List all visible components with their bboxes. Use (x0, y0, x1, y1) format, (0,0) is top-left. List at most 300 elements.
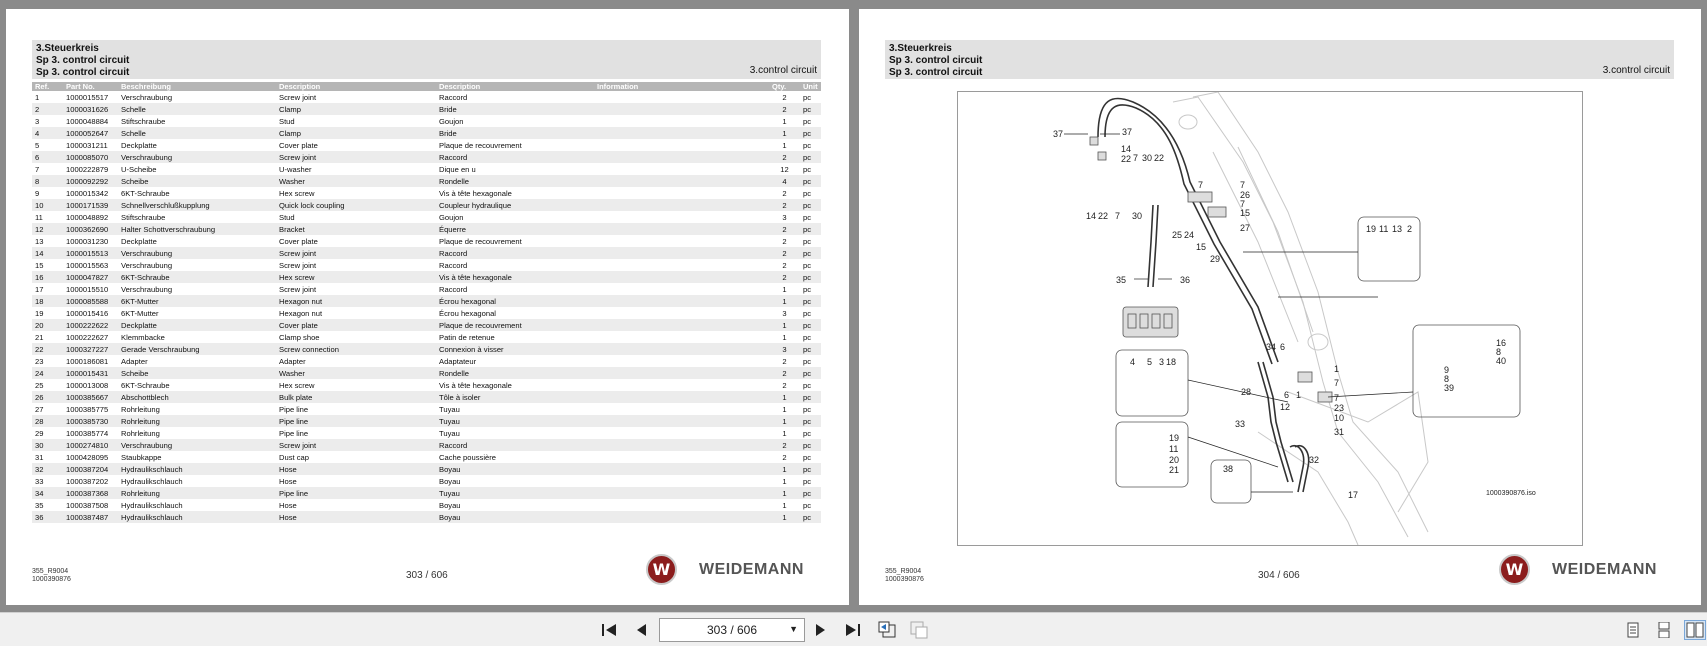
callout-19: 19 (1169, 433, 1180, 443)
table-cell: 13 (35, 236, 44, 246)
first-page-button[interactable] (598, 620, 620, 640)
table-cell: 1 (769, 391, 800, 403)
table-cell: 1 (782, 428, 787, 438)
table-cell: 12 (32, 223, 63, 235)
table-cell (594, 499, 769, 511)
table-cell: 1000015431 (63, 367, 118, 379)
table-cell: Boyau (439, 500, 461, 510)
table-cell: pc (803, 308, 812, 318)
column-header: Beschreibung (118, 82, 276, 91)
callout-30: 30 (1132, 211, 1143, 221)
column-header: Unit (800, 82, 821, 91)
table-row (32, 367, 821, 379)
two-page-view-button[interactable] (1684, 620, 1706, 640)
table-row (32, 91, 821, 103)
table-row (32, 319, 821, 331)
table-cell: 2 (769, 271, 800, 283)
callout-7: 7 (1115, 211, 1121, 221)
table-cell: Connexion à visser (436, 343, 594, 355)
column-header: Part No. (63, 82, 118, 91)
table-cell: Washer (276, 175, 436, 187)
callout-1: 1 (1334, 364, 1340, 374)
table-cell (594, 259, 769, 271)
table-cell: 1000385730 (63, 415, 118, 427)
weidemann-logo (1499, 554, 1657, 585)
table-cell: 22 (32, 343, 63, 355)
table-cell: Coupleur hydraulique (436, 199, 594, 211)
table-row (32, 175, 821, 187)
callout-11: 11 (1379, 224, 1389, 234)
table-cell: Stiftschraube (121, 116, 166, 126)
table-cell: pc (800, 343, 821, 355)
callout-18: 18 (1166, 357, 1177, 367)
table-cell: 5 (35, 140, 40, 150)
table-cell: Clamp shoe (279, 332, 320, 342)
table-cell: 1000047827 (63, 271, 118, 283)
table-cell: Quick lock coupling (276, 199, 436, 211)
callout-2: 2 (1407, 224, 1413, 234)
table-cell: Stiftschraube (121, 212, 166, 222)
table-cell: Raccord (439, 284, 468, 294)
table-cell (594, 91, 769, 103)
table-cell: 2 (769, 439, 800, 451)
table-cell: 1 (769, 463, 800, 475)
callout-21: 21 (1169, 465, 1180, 475)
table-cell: Rohrleitung (118, 415, 276, 427)
table-cell (594, 187, 769, 199)
table-cell: 1000274810 (63, 439, 118, 451)
table-cell: Pipe line (276, 487, 436, 499)
table-cell: Vis à tête hexagonale (436, 271, 594, 283)
table-cell: pc (800, 199, 821, 211)
table-cell: Rohrleitung (118, 487, 276, 499)
table-cell (594, 451, 769, 463)
single-page-icon (1626, 622, 1640, 638)
next-page-button[interactable] (810, 620, 832, 640)
table-cell (594, 511, 769, 523)
table-cell: 19 (35, 308, 44, 318)
table-cell (594, 175, 769, 187)
table-cell: Clamp (276, 103, 436, 115)
table-row (32, 487, 821, 499)
table-cell (594, 283, 769, 295)
table-cell: 1000387202 (66, 476, 109, 486)
callout-37: 37 (1122, 127, 1133, 137)
table-cell: 1000327227 (63, 343, 118, 355)
table-cell: 2 (769, 367, 800, 379)
callout-1: 1 (1296, 390, 1302, 400)
table-cell: Raccord (439, 260, 468, 270)
table-row (32, 415, 821, 427)
single-page-view-button[interactable] (1622, 620, 1644, 640)
table-row (32, 139, 821, 151)
previous-page-button[interactable] (630, 620, 652, 640)
table-cell (594, 427, 769, 439)
table-cell: Adapter (279, 356, 306, 366)
parts-table (32, 82, 821, 523)
table-cell: 1000387204 (63, 463, 118, 475)
table-row (32, 211, 821, 223)
table-cell: 3 (782, 308, 787, 318)
table-cell: Washer (276, 367, 436, 379)
table-cell: pc (800, 295, 821, 307)
table-cell: 4 (769, 175, 800, 187)
table-cell: 1000015416 (66, 308, 109, 318)
table-cell: Raccord (436, 151, 594, 163)
table-cell: 24 (32, 367, 63, 379)
table-cell: pc (800, 127, 821, 139)
header-title: 3.Steuerkreis (36, 43, 99, 54)
table-cell: U-washer (279, 164, 312, 174)
table-cell: pc (800, 247, 821, 259)
table-cell: Tuyau (436, 487, 594, 499)
table-cell: 1000385775 (66, 404, 109, 414)
table-row (32, 499, 821, 511)
callout-8: 8 (1496, 347, 1502, 357)
table-cell: 1000385774 (66, 428, 109, 438)
table-cell: Patin de retenue (439, 332, 495, 342)
logo-text: WEIDEMANN (699, 560, 804, 578)
table-row (32, 115, 821, 127)
callout-32: 32 (1309, 455, 1320, 465)
table-cell: 10 (32, 199, 63, 211)
table-cell: 8 (32, 175, 63, 187)
table-cell: Écrou hexagonal (436, 295, 594, 307)
callout-22: 22 (1121, 154, 1132, 164)
callout-14: 14 (1086, 211, 1097, 221)
table-cell: pc (800, 367, 821, 379)
go-forward-view-button[interactable] (908, 620, 930, 640)
table-cell: pc (803, 188, 812, 198)
table-cell: pc (800, 487, 821, 499)
table-cell: Vis à tête hexagonale (439, 380, 512, 390)
table-cell: 2 (782, 92, 787, 102)
table-cell: 1000013008 (66, 380, 109, 390)
table-cell: Verschraubung (121, 260, 173, 270)
table-cell: Boyau (436, 463, 594, 475)
table-cell: Hexagon nut (279, 308, 323, 318)
table-cell: pc (800, 151, 821, 163)
table-cell: 1000222879 (66, 164, 109, 174)
table-cell: Deckplatte (121, 140, 157, 150)
table-row (32, 127, 821, 139)
table-cell: 1 (769, 127, 800, 139)
header-subtitle-2: Sp 3. control circuit (889, 67, 983, 78)
callout-7: 7 (1240, 180, 1246, 190)
table-cell: 1 (769, 511, 800, 523)
callout-15: 15 (1196, 242, 1207, 252)
table-cell: 21 (35, 332, 44, 342)
table-cell: pc (800, 319, 821, 331)
callout-7: 7 (1334, 393, 1340, 403)
callout-7: 7 (1334, 378, 1340, 388)
table-cell: Screw joint (276, 247, 436, 259)
chevron-down-icon[interactable]: ▼ (789, 624, 798, 634)
table-cell: pc (800, 511, 821, 523)
table-cell: 1 (782, 476, 787, 486)
table-cell: Rondelle (436, 367, 594, 379)
table-cell: 1 (782, 140, 787, 150)
table-cell: Hose (279, 476, 297, 486)
table-cell: Dust cap (279, 452, 309, 462)
table-cell: 2 (782, 260, 787, 270)
table-cell: Verschraubung (121, 284, 173, 294)
header-title: 3.Steuerkreis (889, 43, 952, 54)
table-cell: 2 (769, 223, 800, 235)
logo-text: WEIDEMANN (1552, 560, 1657, 578)
callout-26: 26 (1240, 190, 1251, 200)
column-header: Ref. (32, 82, 63, 91)
table-row (32, 403, 821, 415)
table-cell (594, 307, 769, 319)
callout-33: 33 (1235, 419, 1246, 429)
table-cell: Clamp (276, 127, 436, 139)
table-cell: 1000015342 (66, 188, 109, 198)
table-cell: Hose (276, 511, 436, 523)
table-cell: Hex screw (276, 271, 436, 283)
table-cell: Screw joint (276, 151, 436, 163)
table-cell: Dique en u (439, 164, 476, 174)
table-cell: Tôle à isoler (436, 391, 594, 403)
table-cell: Screw joint (276, 439, 436, 451)
logo-mark-icon: W (646, 554, 677, 585)
table-cell (594, 127, 769, 139)
continuous-view-button[interactable] (1653, 620, 1675, 640)
callout-4: 4 (1130, 357, 1136, 367)
callout-24: 24 (1184, 230, 1195, 240)
callout-10: 10 (1334, 413, 1345, 423)
table-cell: pc (803, 500, 812, 510)
table-cell (594, 463, 769, 475)
table-cell: Abschottblech (118, 391, 276, 403)
callout-7: 7 (1133, 153, 1139, 163)
table-cell: pc (800, 463, 821, 475)
table-cell: 1000387487 (63, 511, 118, 523)
table-cell: Verschraubung (118, 151, 276, 163)
table-cell: 1000015510 (66, 284, 109, 294)
callout-8: 8 (1444, 374, 1450, 384)
table-cell: 1000171539 (63, 199, 118, 211)
table-cell: 6KT-Mutter (118, 295, 276, 307)
table-cell: 11 (35, 212, 43, 222)
table-row (32, 451, 821, 463)
table-cell: Screw joint (279, 92, 317, 102)
page-303 (6, 9, 849, 605)
table-cell: 1000428095 (66, 452, 109, 462)
table-cell: 1000092292 (63, 175, 118, 187)
table-cell: Schelle (118, 103, 276, 115)
header-subtitle: Sp 3. control circuit (889, 55, 983, 66)
model-code: 355_R9004 (885, 568, 922, 575)
table-cell: Tuyau (439, 404, 460, 414)
table-cell: 1 (782, 332, 787, 342)
table-cell: 3 (35, 116, 40, 126)
table-cell: 26 (32, 391, 63, 403)
table-cell: Klemmbacke (121, 332, 165, 342)
table-cell: Cover plate (279, 140, 318, 150)
table-cell (594, 415, 769, 427)
header-subtitle-2: Sp 3. control circuit (36, 67, 130, 78)
last-page-button[interactable] (842, 620, 864, 640)
document-code (885, 568, 924, 584)
table-cell: Boyau (436, 511, 594, 523)
table-cell: Raccord (439, 92, 468, 102)
table-cell (594, 247, 769, 259)
table-cell: 1000387508 (66, 500, 109, 510)
callout-38: 38 (1223, 464, 1234, 474)
table-cell: Plaque de recouvrement (439, 140, 522, 150)
document-code (32, 568, 71, 584)
callout-7: 7 (1240, 199, 1246, 209)
table-cell: Bride (436, 103, 594, 115)
column-header: Description (436, 82, 594, 91)
table-cell: 6KT-Schraube (121, 380, 170, 390)
table-row (32, 511, 821, 523)
table-cell (594, 319, 769, 331)
table-cell: pc (803, 380, 812, 390)
column-header: Qty. (769, 82, 800, 91)
table-cell: Hex screw (279, 188, 315, 198)
table-cell: Schnellverschlußkupplung (118, 199, 276, 211)
table-cell (594, 199, 769, 211)
table-cell: 1000362690 (63, 223, 118, 235)
table-cell: 6 (32, 151, 63, 163)
table-cell: Hydraulikschlauch (118, 463, 276, 475)
table-cell: Deckplatte (118, 319, 276, 331)
table-cell: Scheibe (118, 175, 276, 187)
table-cell: 1000222622 (63, 319, 118, 331)
table-cell: 2 (769, 199, 800, 211)
table-cell: 1000031211 (66, 140, 108, 150)
table-cell: Hydraulikschlauch (121, 476, 183, 486)
table-cell: Bracket (276, 223, 436, 235)
table-cell: 1000085588 (63, 295, 118, 307)
table-cell: Rohrleitung (121, 404, 160, 414)
table-cell: 4 (32, 127, 63, 139)
table-cell: Screw connection (276, 343, 436, 355)
table-cell: 1000015517 (66, 92, 109, 102)
table-cell: 2 (769, 103, 800, 115)
table-body (32, 91, 821, 523)
callout-35: 35 (1116, 275, 1127, 285)
callout-11: 11 (1169, 444, 1179, 454)
table-cell: pc (800, 223, 821, 235)
table-cell: 2 (782, 356, 787, 366)
table-row (32, 391, 821, 403)
table-cell: 25 (35, 380, 44, 390)
page-number-input[interactable] (659, 618, 805, 642)
table-row (32, 355, 821, 367)
diagram-id: 1000390876.iso (1486, 490, 1536, 497)
callout-37: 37 (1053, 129, 1064, 139)
table-cell: 9 (35, 188, 40, 198)
table-cell: pc (803, 164, 812, 174)
table-cell: Stud (279, 116, 295, 126)
table-cell: 2 (782, 188, 787, 198)
table-row (32, 307, 821, 319)
callout-6: 6 (1280, 342, 1286, 352)
table-cell: Scheibe (118, 367, 276, 379)
callout-30: 30 (1142, 153, 1153, 163)
table-cell: Screw joint (279, 284, 317, 294)
table-row (32, 187, 821, 199)
table-cell: pc (803, 284, 812, 294)
table-cell: 6KT-Schraube (121, 188, 170, 198)
table-cell (594, 271, 769, 283)
table-cell: 27 (35, 404, 44, 414)
table-cell: Tuyau (436, 415, 594, 427)
weidemann-logo (646, 554, 804, 585)
table-cell: Verschraubung (118, 247, 276, 259)
table-cell: pc (803, 212, 812, 222)
callout-14: 14 (1121, 144, 1132, 154)
previous-view-icon (877, 621, 897, 639)
table-cell: pc (803, 236, 812, 246)
table-cell: 2 (769, 247, 800, 259)
table-cell (594, 211, 769, 223)
table-cell: 1000031230 (66, 236, 109, 246)
table-cell (594, 115, 769, 127)
table-cell: 6KT-Schraube (118, 271, 276, 283)
table-cell: pc (800, 271, 821, 283)
callout-16: 16 (1496, 338, 1507, 348)
callout-7: 7 (1198, 180, 1204, 190)
table-cell: Hose (276, 463, 436, 475)
table-row (32, 223, 821, 235)
table-cell: 3 (769, 343, 800, 355)
header-subtitle: Sp 3. control circuit (36, 55, 130, 66)
table-cell: Hexagon nut (276, 295, 436, 307)
table-cell: pc (803, 140, 812, 150)
table-cell: pc (803, 476, 812, 486)
last-page-icon (844, 622, 862, 638)
header-section: 3.control circuit (749, 65, 817, 76)
table-cell: 30 (32, 439, 63, 451)
table-cell: Tuyau (439, 428, 460, 438)
table-cell: pc (803, 92, 812, 102)
table-cell: 7 (35, 164, 40, 174)
table-cell: 2 (782, 236, 787, 246)
table-header-row (32, 82, 821, 91)
callout-27: 27 (1240, 223, 1251, 233)
callout-5: 5 (1147, 357, 1153, 367)
table-cell: 1 (782, 500, 787, 510)
callout-9: 9 (1444, 365, 1450, 375)
table-cell: 1000385667 (63, 391, 118, 403)
table-cell: Raccord (436, 439, 594, 451)
table-row (32, 103, 821, 115)
table-cell: Rohrleitung (121, 428, 160, 438)
table-row (32, 163, 821, 175)
callout-25: 25 (1172, 230, 1183, 240)
table-cell: 1000186081 (66, 356, 109, 366)
callout-20: 20 (1169, 455, 1180, 465)
go-back-view-button[interactable] (876, 620, 898, 640)
table-cell: 6KT-Mutter (121, 308, 159, 318)
table-cell: pc (803, 116, 812, 126)
callout-28: 28 (1241, 387, 1252, 397)
table-cell: Hydraulikschlauch (121, 500, 183, 510)
callout-34: 34 (1266, 342, 1277, 352)
table-cell: 3 (782, 212, 787, 222)
table-cell: Verschraubung (118, 439, 276, 451)
table-cell: 1 (769, 319, 800, 331)
table-cell: Plaque de recouvrement (436, 319, 594, 331)
table-cell: 1 (782, 116, 787, 126)
table-cell: 1000222627 (66, 332, 109, 342)
table-row (32, 199, 821, 211)
column-header: Information (594, 82, 769, 91)
